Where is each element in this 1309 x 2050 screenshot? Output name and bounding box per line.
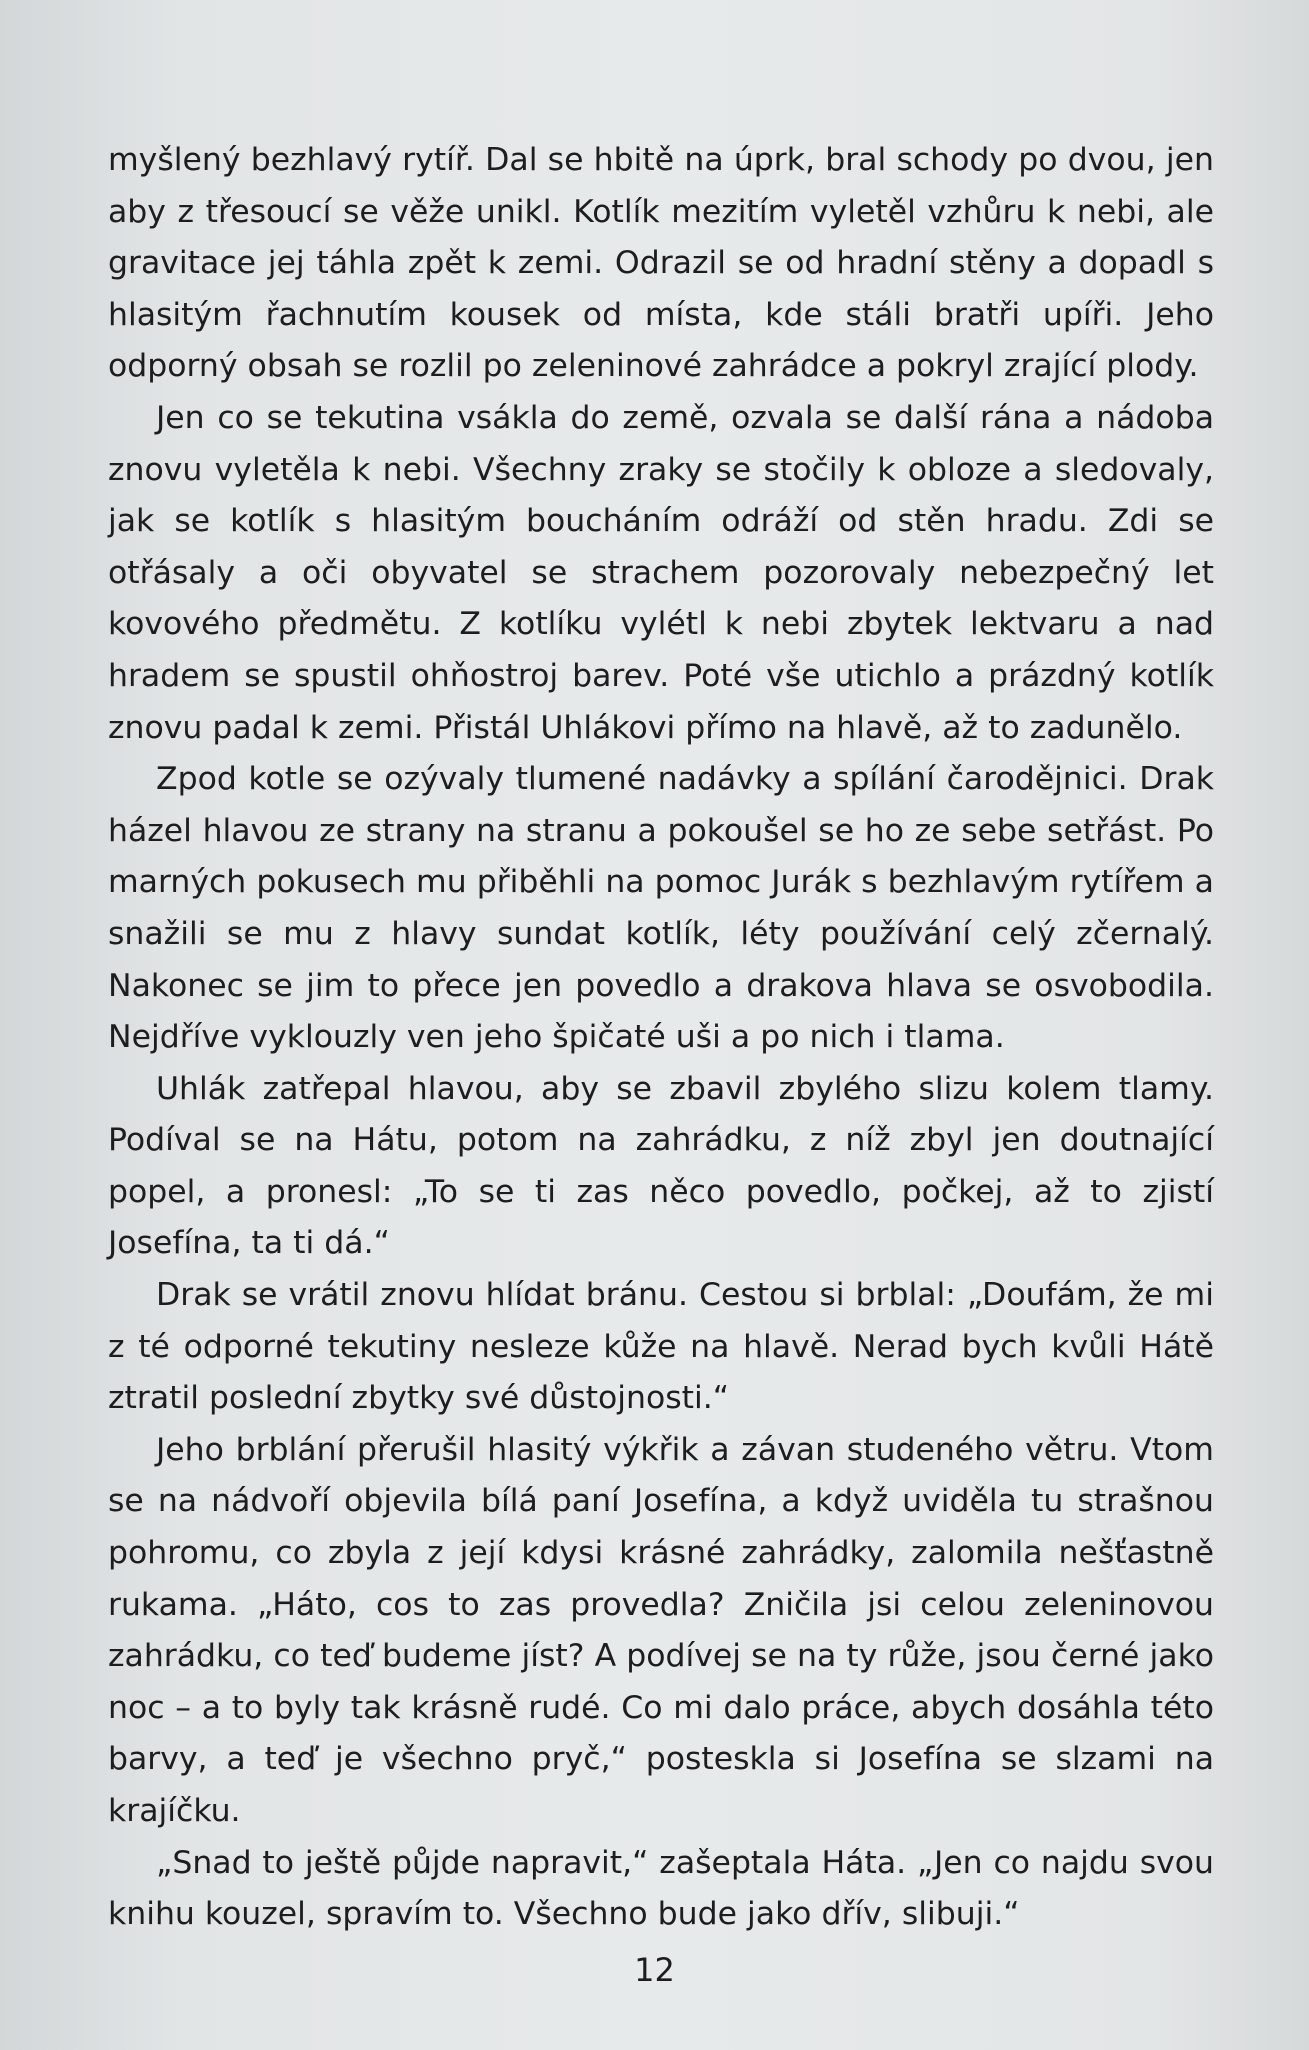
page-number: 12: [634, 1951, 675, 1989]
body-text: [108, 135, 1214, 1941]
paragraph: Jen co se tekutina vsákla do země, ozvala se další rána a nádoba znovu vyletěla k nebi. Všechny zraky se stočily k obloze a sledovaly, jak se kotlík s hlasitým boucháním odráží od stěn hradu. Zdi se otřásaly a oči obyvatel se strachem pozorovaly nebezpečný let kovového předmětu. Z kotlíku vylétl k nebi zbytek lektvaru a nad hradem se spustil ohňostroj barev. Poté vše utichlo a prázdný kotlík znovu padal k zemi. Přistál Uhlákovi přímo na hlavě, až to zadunělo.: [108, 399, 1214, 746]
paragraph: „Snad to ještě půjde napravit,“ zašeptala Háta. „Jen co najdu svou knihu kouzel, spravím to. Všechno bude jako dřív, slibuji.“: [108, 1844, 1214, 1933]
paragraph: myšlený bezhlavý rytíř. Dal se hbitě na úprk, bral schody po dvou, jen aby z třesoucí se věže unikl. Kotlík mezitím vyletěl vzhůru k nebi, ale gravitace jej táhla zpět k zemi. Odrazil se od hradní stěny a dopadl s hlasitým řachnutím kousek od místa, kde stáli bratři upíři. Jeho odporný obsah se rozlil po zeleninové zahrádce a pokryl zrající plody.: [108, 142, 1214, 385]
paragraph: Uhlák zatřepal hlavou, aby se zbavil zbylého slizu kolem tlamy. Podíval se na Hátu, potom na zahrádku, z níž zbyl jen doutnající popel, a pronesl: „To se ti zas něco povedlo, počkej, až to zjistí Josefína, ta ti dá.“: [108, 1070, 1214, 1262]
paragraph: Jeho brblání přerušil hlasitý výkřik a závan studeného větru. Vtom se na nádvoří objevila bílá paní Josefína, a když uviděla tu strašnou pohromu, co zbyla z její kdysi krásné zahrádky, zalomila nešťastně rukama. „Háto, cos to zas provedla? Zničila jsi celou zeleninovou zahrádku, co teď budeme jíst? A podívej se na ty růže, jsou černé jako noc – a to byly tak krásně rudé. Co mi dalo práce, abych dosáhla této barvy, a teď je všechno pryč,“ posteskla si Josefína se slzami na krajíčku.: [108, 1431, 1214, 1829]
paragraph: Zpod kotle se ozývaly tlumené nadávky a spílání čarodějnici. Drak házel hlavou ze strany na stranu a pokoušel se ho ze sebe setřást. Po marných pokusech mu přiběhli na pomoc Jurák s bezhlavým rytířem a snažili se mu z hlavy sundat kotlík, léty používání celý zčernalý. Nakonec se jim to přece jen povedlo a drakova hlava se osvobodila. Nejdříve vyklouzly ven jeho špičaté uši a po nich i tlama.: [108, 761, 1214, 1056]
paragraph: Drak se vrátil znovu hlídat bránu. Cestou si brblal: „Doufám, že mi z té odporné tekutiny nesleze kůže na hlavě. Nerad bych kvůli Hátě ztratil poslední zbytky své důstojnosti.“: [108, 1277, 1214, 1417]
